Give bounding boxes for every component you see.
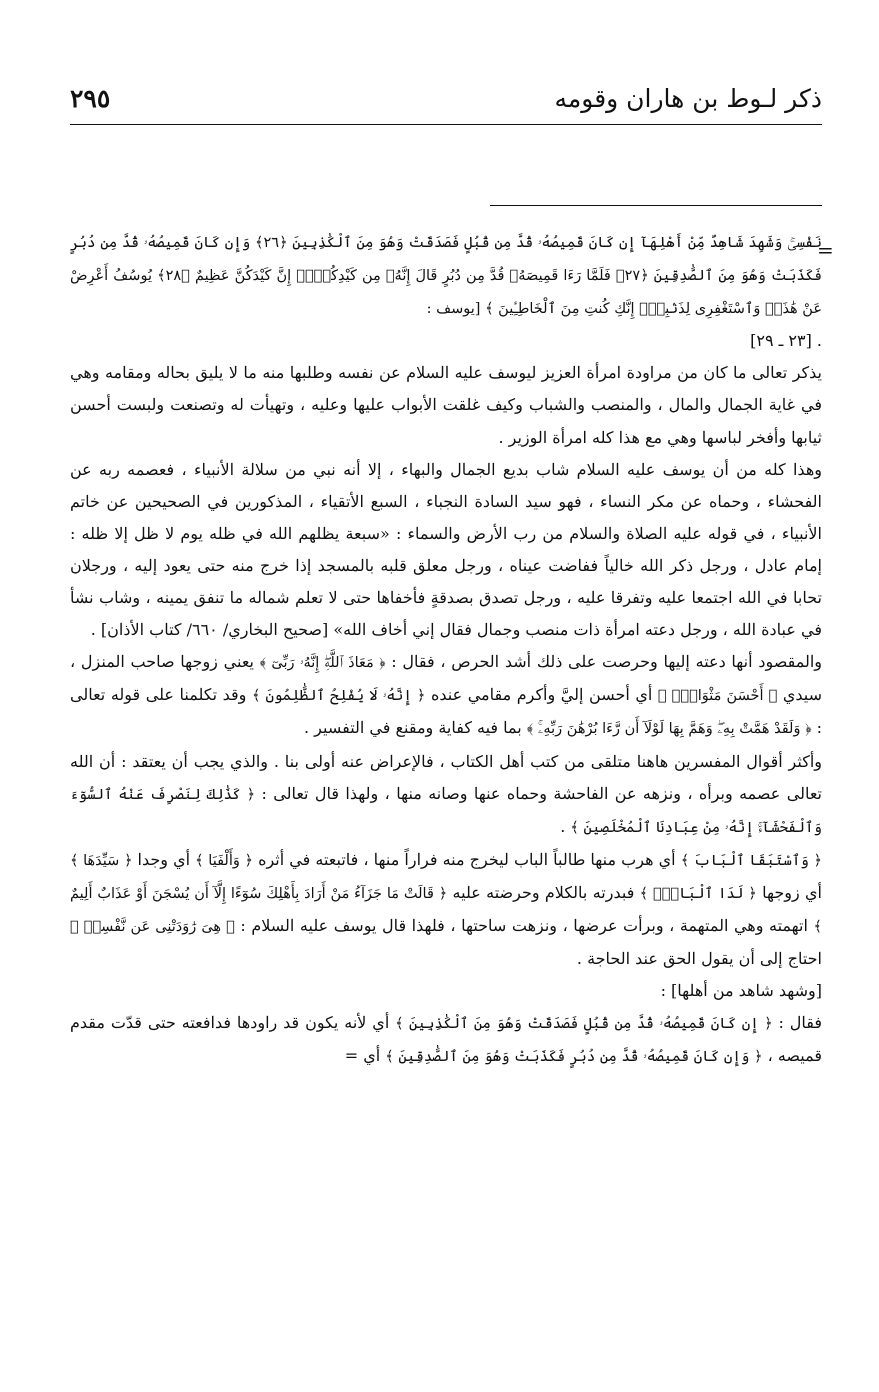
prose-segment: أي هرب منها طالباً الباب ليخرج منه فراراً منها ، فاتبعته في أثره <box>252 849 681 869</box>
paragraph: وهذا كله من أن يوسف عليه السلام شاب بديع الجمال والبهاء ، إلا أنه نبي من سلالة الأنبياء ، فعصمه ربه عن الفحشاء ، وحماه عن مكر النساء ، فهو سيد السادة النجباء ، السبع الأتقياء ، المذكورين في الصحيحين عن خاتم الأنبياء ، في قوله عليه الصلاة والسلام من رب الأرض والسماء : «سبعة يظلهم الله في ظله يوم لا ظل إلا ظله : إمام عادل ، ورجل ذكر الله خالياً ففاضت عيناه ، ورجل معلق قلبه بالمسجد إذا خرج منه حتى يعود إليه ، ورجلان تحابا في الله اجتمعا عليه وتفرقا عليه ، ورجل تصدق بصدقةٍ فأخفاها حتى لا تعلم شماله ما تنفق يمينه ، وشاب نشأ في عبادة الله ، ورجل دعته امرأة ذات منصب وجمال فقال إني أخاف الله» [صحيح البخاري/ ٦٦٠/ كتاب الأذان] . <box>70 459 822 640</box>
prose-segment: أي وجدا <box>132 849 196 869</box>
prose-segment: احتاج إلى أن يقول الحق عند الحاجة . <box>576 949 822 969</box>
paragraph <box>70 844 822 975</box>
verse-reference: . [٢٣ ـ ٢٩] <box>750 331 822 351</box>
prose-segment: أي لأنه يكون قد راودها فدافعته حتى قدّت مقدم قميصه ، <box>70 1013 822 1066</box>
footnote-rule <box>490 205 822 206</box>
quran-quote: ﴿ هِىَ رَٰوَدَتْنِى عَن نَّفْسِىۚ ﴾ <box>70 918 235 935</box>
paragraph: [وشهد شاهد من أهلها] : <box>660 981 822 1001</box>
page-number: ٢٩٥ <box>70 84 111 113</box>
quran-text: نَفْسِىۚ وَشَهِدَ شَاهِدٌ مِّنْ أَهْلِهَآ إِن كَانَ قَمِيصُهُۥ قُدَّ مِن قُبُلٍ فَصَدَقَتْ وَهُوَ مِنَ ٱلْكَٰذِبِينَ ﴿٢٦﴾ وَإِن كَانَ قَمِيصُهُۥ قُدَّ مِن دُبُرٍ فَكَذَبَتْ وَهُوَ مِنَ ٱلصَّٰدِقِينَ ﴿٢٧﴾ فَلَمَّا رَءَا قَمِيصَهُۥ قُدَّ مِن دُبُرٍ قَالَ إِنَّهُۥ مِن كَيْدِكُنَّۖ إِنَّ كَيْدَكُنَّ عَظِيمٌ ﴿٢٨﴾ يُوسُفُ أَعْرِضْ عَنْ هَٰذَاۚ وَٱسْتَغْفِرِى لِذَنۢبِكِۖ إِنَّكِ كُنتِ مِنَ ٱلْخَاطِـِٔينَ ﴾ [يوسف : <box>70 235 822 318</box>
continuation-mark: = <box>817 238 834 262</box>
paragraph <box>70 1007 822 1073</box>
prose-segment: اتهمته وهي المتهمة ، وبرأت عرضها ، ونزهت ساحتها ، فلهذا قال يوسف عليه السلام : <box>234 915 814 935</box>
paragraph <box>70 746 822 844</box>
prose-segment: أي أحسن إليَّ وأكرم مقامي عنده <box>425 685 658 705</box>
quran-quote: ﴿ وَأَلْفَيَا ﴾ <box>195 852 253 869</box>
main-text <box>70 226 822 1073</box>
quran-quote: ﴿ وَلَقَدْ هَمَّتْ بِهِۦۖ وَهَمَّ بِهَا لَوْلَآ أَن رَّءَا بُرْهَٰنَ رَبِّهِۦۚ ﴾ <box>526 721 812 738</box>
quran-quote: ﴿ مَعَاذَ ٱللَّهِۖ إِنَّهُۥ رَبِّىٓ ﴾ <box>259 655 386 672</box>
running-title: ذكر لـوط بن هاران وقومه <box>554 84 822 113</box>
page-header <box>70 80 822 124</box>
prose-segment: وأكثر أقوال المفسرين هاهنا متلقى من كتب أهل الكتاب ، فالإعراض عنه أولى بنا . والذي يجب أن يعتقد : أن الله تعالى عصمه وبرأه ، ونزهه عن الفاحشة وحماه عنها وصانه منها ، ولهذا قال تعالى : <box>70 751 822 803</box>
prose-segment: أي زوجها <box>756 882 823 902</box>
prose-segment: . <box>560 816 571 836</box>
quran-quote: ﴿ كَذَٰلِكَ لِنَصْرِفَ عَنْهُ ٱلسُّوٓءَ وَٱلْفَحْشَآءَۚ إِنَّهُۥ مِنْ عِبَادِنَا ٱلْمُخْلَصِينَ ﴾ <box>70 786 822 836</box>
quran-quote: ﴿ وَٱسْتَبَقَا ٱلْبَابَ ﴾ <box>680 852 822 869</box>
paragraph <box>70 646 822 745</box>
quran-quote: ﴿ وَإِن كَانَ قَمِيصُهُۥ قُدَّ مِن دُبُرٍ فَكَذَبَتْ وَهُوَ مِنَ ٱلصَّٰدِقِينَ ﴾ <box>385 1049 763 1066</box>
paragraph: يذكر تعالى ما كان من مراودة امرأة العزيز ليوسف عليه السلام عن نفسه وطلبها منه ما لا يليق بحاله ومقامه وهي في غاية الجمال والمال ، والمنصب والشباب وكيف غلقت الأبواب عليها وعليه ، وتهيأت له وتصنعت ولبست أحسن ثيابها وأفخر لباسها وهي مع هذا كله امرأة الوزير . <box>70 363 822 447</box>
quran-quote: ﴿ إِنَّهُۥ لَا يُفْلِحُ ٱلظَّٰلِمُونَ ﴾ <box>251 688 426 705</box>
prose-segment: وقد تكلمنا على قوله تعالى : <box>70 685 822 738</box>
prose-segment: فبدرته بالكلام وحرضته عليه <box>447 882 640 902</box>
quran-quote: ﴿ سَيِّدَهَا ﴾ <box>70 852 133 869</box>
quran-quote: ﴿ أَحْسَنَ مَثْوَاىَۖ ﴾ <box>657 688 778 705</box>
prose-segment: فقال : <box>772 1013 823 1033</box>
quran-quote: ﴿ إِن كَانَ قَمِيصُهُۥ قُدَّ مِن قُبُلٍ فَصَدَقَتْ وَهُوَ مِنَ ٱلْكَٰذِبِينَ ﴾ <box>395 1016 773 1033</box>
prose-segment: بما فيه كفاية ومقنع في التفسير . <box>304 718 527 738</box>
quran-quote: ﴿ لَدَا ٱلْبَابِۚ ﴾ <box>639 885 757 902</box>
prose-segment: أي = <box>344 1046 386 1066</box>
header-rule <box>70 124 822 125</box>
prose-segment: يعني زوجها صاحب المنزل ، سيدي <box>70 652 822 705</box>
prose-segment: والمقصود أنها دعته إليها وحرصت على ذلك أشد الحرص ، فقال : <box>385 652 822 672</box>
quran-passage <box>70 226 822 325</box>
quran-quote: ﴿ قَالَتْ مَا جَزَآءُ مَنْ أَرَادَ بِأَهْلِكَ سُوٓءًا إِلَّآ أَن يُسْجَنَ أَوْ عَذَابٌ أَلِيمٌ ﴾ <box>70 885 822 935</box>
